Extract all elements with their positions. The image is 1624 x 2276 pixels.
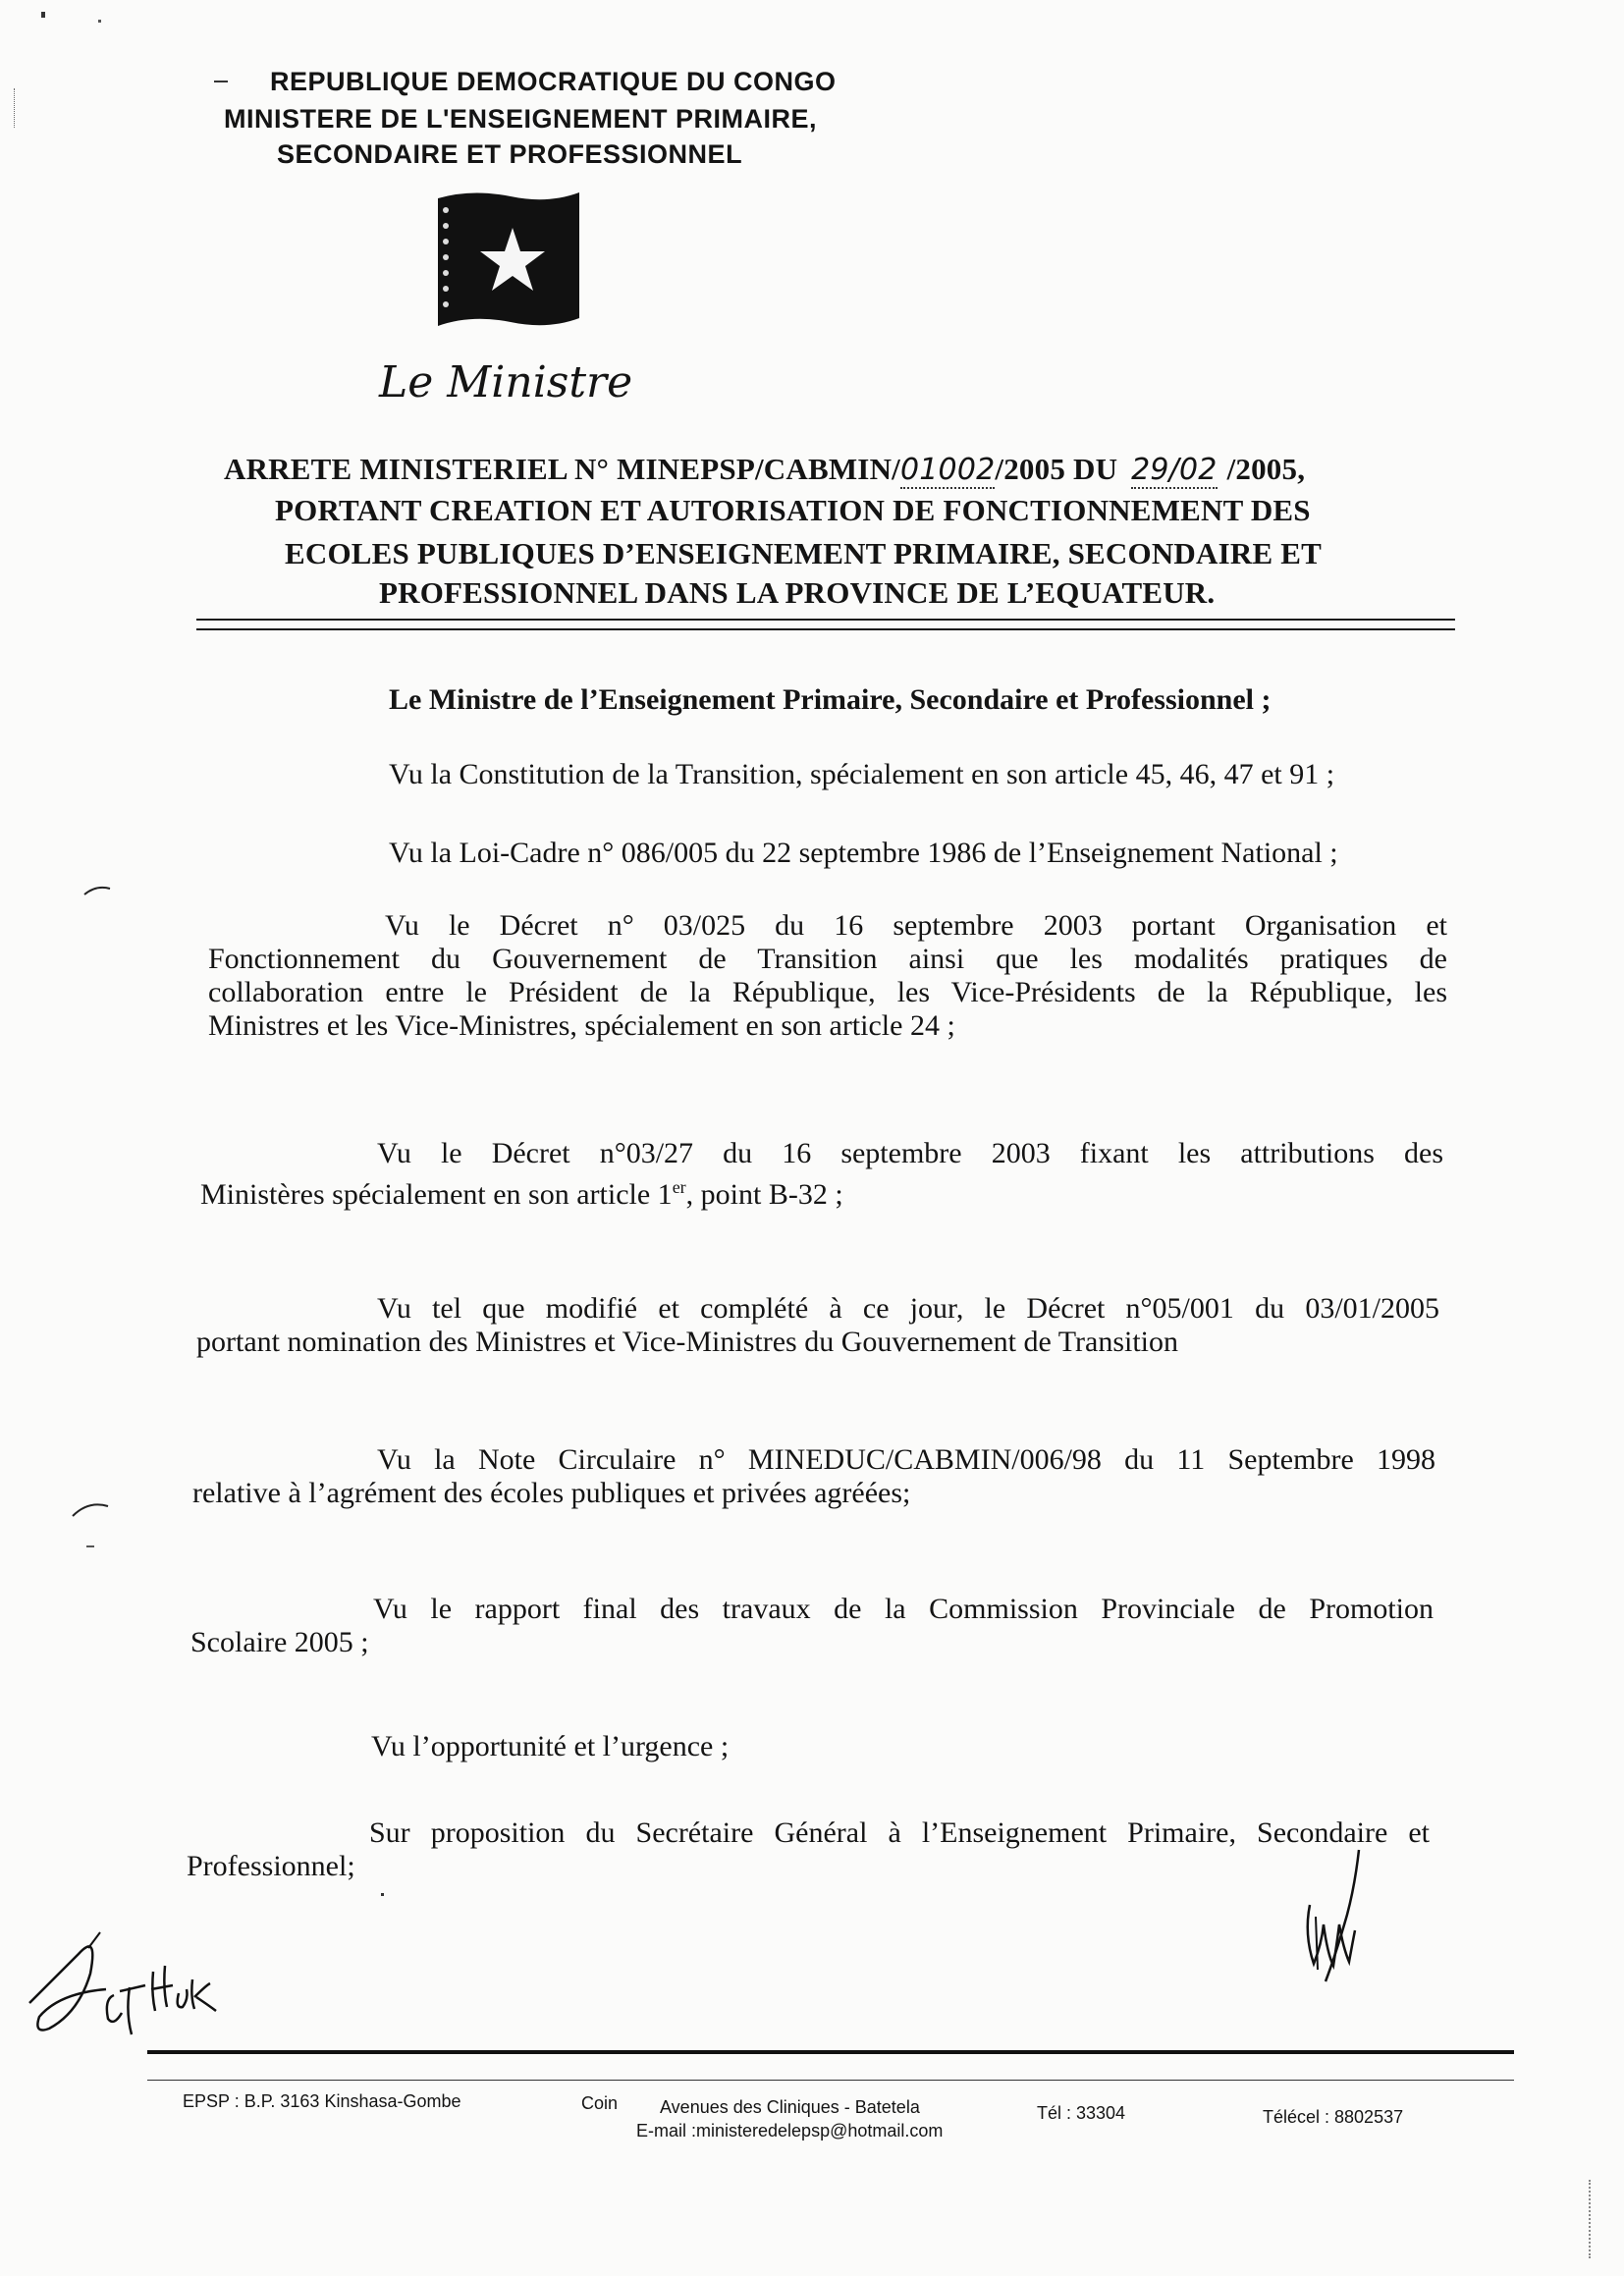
scan-mark	[86, 1545, 94, 1547]
vu-decret-025-line2: Fonctionnement du Gouvernement de Transition ainsi que les modalités pratiques de	[208, 943, 1447, 975]
arrete-title-line4: PROFESSIONNEL DANS LA PROVINCE DE L’EQUATEUR.	[379, 575, 1216, 610]
vu-note-circulaire-line2: relative à l’agrément des écoles publiques et privées agréées;	[192, 1477, 911, 1509]
vu-decret-025-line1: Vu le Décret n° 03/025 du 16 septembre 2003 portant Organisation et	[385, 909, 1447, 942]
scan-mark	[98, 20, 101, 23]
header-republic: REPUBLIQUE DEMOCRATIQUE DU CONGO	[270, 67, 837, 96]
margin-mark	[82, 884, 112, 895]
arrete-title-line1	[224, 452, 1305, 487]
vu-rapport-final-line1: Vu le rapport final des travaux de la Commission Provinciale de Promotion	[373, 1593, 1434, 1625]
vu-decret-05-001	[196, 1292, 1439, 1359]
footer-coin: Coin	[581, 2093, 619, 2113]
vu-decret-27	[200, 1137, 1443, 1212]
vu-constitution: Vu la Constitution de la Transition, spécialement en son article 45, 46, 47 et 91 ;	[389, 758, 1335, 790]
footer-rule-thick	[147, 2050, 1514, 2054]
footer-rule-thin	[147, 2080, 1514, 2081]
sur-proposition-line1: Sur proposition du Secrétaire Général à l’Enseignement Primaire, Secondaire et	[369, 1816, 1430, 1849]
flag-star-icon	[432, 189, 584, 336]
arrete-title-line2: PORTANT CREATION ET AUTORISATION DE FONCTIONNEMENT DES	[275, 493, 1311, 527]
signature-initials-right	[1296, 1846, 1384, 1993]
vu-decret-05-001-line1: Vu tel que modifié et complété à ce jour, le Décret n°05/001 du 03/01/2005	[377, 1292, 1439, 1325]
arrete-number-handwritten: 01002	[899, 453, 996, 487]
header-secondary: SECONDAIRE ET PROFESSIONNEL	[277, 139, 743, 169]
scan-mark	[1589, 2180, 1602, 2258]
sur-proposition	[187, 1816, 1430, 1883]
vu-note-circulaire-line1: Vu la Note Circulaire n° MINEDUC/CABMIN/006/98 du 11 Septembre 1998	[377, 1443, 1435, 1476]
footer-email: E-mail :ministeredelepsp@hotmail.com	[636, 2121, 944, 2141]
arrete-date-handwritten: 29/02	[1131, 453, 1218, 487]
vu-decret-025-line3: collaboration entre le Président de la République, les Vice-Présidents de la République, les	[208, 976, 1447, 1008]
scan-mark	[41, 12, 45, 18]
scan-mark	[381, 1893, 384, 1896]
vu-rapport-final	[190, 1593, 1434, 1659]
vu-loi-cadre: Vu la Loi-Cadre n° 086/005 du 22 septembre 1986 de l’Enseignement National ;	[389, 837, 1338, 869]
title-rule-bottom	[196, 628, 1455, 630]
vu-decret-025-line4: Ministres et les Vice-Ministres, spécialement en son article 24 ;	[208, 1009, 955, 1042]
arrete-title-line3: ECOLES PUBLIQUES D’ENSEIGNEMENT PRIMAIRE, SECONDAIRE ET	[285, 536, 1323, 570]
arrete-suffix: /2005,	[1226, 452, 1306, 486]
footer-telecel: Télécel : 8802537	[1263, 2107, 1404, 2127]
title-rule-top	[196, 619, 1455, 621]
arrete-prefix: ARRETE MINISTERIEL N° MINEPSP/CABMIN/	[224, 452, 900, 486]
intro-line: Le Ministre de l’Enseignement Primaire, Secondaire et Professionnel ;	[389, 683, 1272, 716]
header-ministry: MINISTERE DE L'ENSEIGNEMENT PRIMAIRE,	[224, 104, 817, 134]
footer-tel: Tél : 33304	[1037, 2103, 1126, 2123]
vu-decret-27-line2: Ministères spécialement en son article 1er, point B-32 ;	[200, 1177, 843, 1211]
vu-opportunite: Vu l’opportunité et l’urgence ;	[371, 1730, 730, 1762]
signature-initials-left	[20, 1924, 226, 2042]
header-dash	[214, 81, 228, 82]
vu-rapport-final-line2: Scolaire 2005 ;	[190, 1626, 369, 1658]
vu-decret-27-line1: Vu le Décret n°03/27 du 16 septembre 2003 fixant les attributions des	[377, 1137, 1443, 1169]
scan-mark	[14, 88, 16, 128]
margin-mark	[71, 1500, 110, 1518]
vu-decret-05-001-line2: portant nomination des Ministres et Vice-Ministres du Gouvernement de Transition	[196, 1326, 1179, 1358]
ministre-heading: Le Ministre	[379, 357, 633, 407]
footer-avenues: Avenues des Cliniques - Batetela	[660, 2097, 920, 2117]
sur-proposition-line2: Professionnel;	[187, 1850, 355, 1882]
vu-decret-025	[208, 909, 1447, 1043]
vu-note-circulaire	[192, 1443, 1435, 1510]
arrete-middle: /2005 DU	[995, 452, 1126, 486]
footer-address: EPSP : B.P. 3163 Kinshasa-Gombe	[183, 2091, 461, 2111]
